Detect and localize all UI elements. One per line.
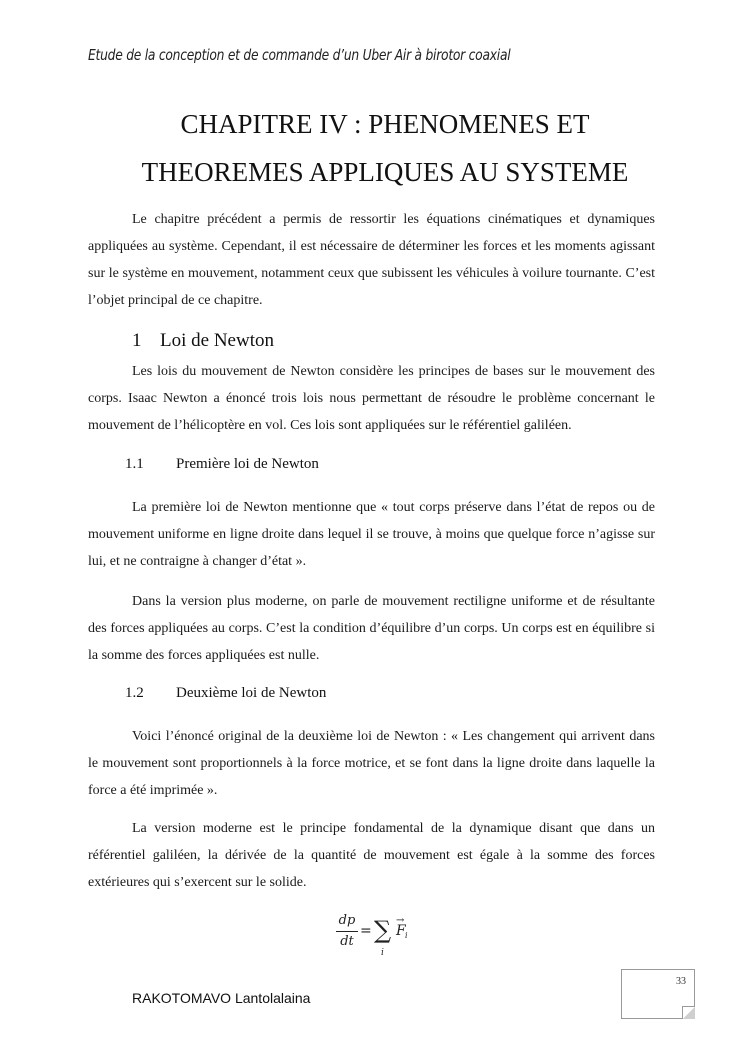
section-number: 1 bbox=[132, 330, 142, 351]
derivative-fraction bbox=[336, 912, 358, 951]
section-1-2-paragraph-1: Voici l’énoncé original de la deuxième loi de Newton : « Les changement qui arrivent dans le mouvement sont proportionnels à la force motrice, et se font dans la ligne droite dans laquelle la force a été imprimée ». bbox=[88, 729, 655, 798]
running-header: Etude de la conception et de commande d’un Uber Air à birotor coaxial bbox=[88, 46, 511, 64]
sum-index: i bbox=[381, 948, 384, 958]
page-corner-fold bbox=[682, 1006, 695, 1019]
section-1-1-paragraph-2: Dans la version plus moderne, on parle de mouvement rectiligne uniforme et de résultante des forces appliquées au corps. C’est la condition d’équilibre d’un corps. Un corps est en équilibre si la somme des forces appliquées est nulle. bbox=[88, 594, 655, 663]
subsection-title: Deuxième loi de Newton bbox=[176, 685, 327, 701]
subsection-number: 1.2 bbox=[125, 685, 144, 701]
sum-symbol: ∑ bbox=[374, 916, 392, 944]
force-index: i bbox=[405, 931, 408, 940]
fraction-numerator: dp bbox=[338, 913, 356, 928]
subsection-heading-1-2 bbox=[125, 685, 326, 702]
intro-paragraph: Le chapitre précédent a permis de ressortir les équations cinématiques et dynamiques appliquées au système. Cependant, il est nécessaire de déterminer les forces et les moments agissant sur le système en mouvement, notamment ceux que subissent les véhicules à voilure tournante. C’est l’objet principal de ce chapitre. bbox=[88, 212, 655, 308]
page-number-box bbox=[621, 969, 695, 1019]
equals-sign: = bbox=[360, 923, 372, 939]
subsection-title: Première loi de Newton bbox=[176, 456, 319, 472]
vector-arrow: → bbox=[396, 915, 405, 926]
newton-second-law-equation bbox=[336, 912, 426, 964]
section-1-paragraph: Les lois du mouvement de Newton considère les principes de bases sur le mouvement des corps. Isaac Newton a énoncé trois lois nous permettant de résoudre le problème concernant le mouvement de l’hélicoptère en vol. Ces lois sont appliquées sur le référentiel galiléen. bbox=[88, 364, 655, 433]
force-symbol: F bbox=[396, 923, 406, 939]
section-1-1-paragraph-1: La première loi de Newton mentionne que « tout corps préserve dans l’état de repos ou de mouvement uniforme en ligne droite dans lequel il se trouve, à moins que quelque force n’agisse sur lui, et ne contraigne à changer d’état ». bbox=[88, 500, 655, 569]
section-1-2-paragraph-2: La version moderne est le principe fondamental de la dynamique disant que dans un référentiel galiléen, la dérivée de la quantité de mouvement est égale à la somme des forces extérieures qui s’exercent sur le solide. bbox=[88, 821, 655, 890]
chapter-title bbox=[90, 100, 680, 196]
section-heading-1 bbox=[132, 330, 274, 352]
fraction-bar bbox=[336, 931, 358, 932]
chapter-title-line-1: CHAPITRE IV : PHENOMENES ET bbox=[180, 109, 590, 139]
force-vector bbox=[396, 915, 408, 940]
page-number: 33 bbox=[676, 976, 686, 987]
section-title: Loi de Newton bbox=[160, 330, 274, 351]
chapter-title-line-2: THEOREMES APPLIQUES AU SYSTEME bbox=[141, 157, 629, 187]
subsection-number: 1.1 bbox=[125, 456, 144, 472]
fraction-denominator: dt bbox=[340, 934, 354, 949]
subsection-heading-1-1 bbox=[125, 456, 319, 473]
author-footer: RAKOTOMAVO Lantolalaina bbox=[132, 990, 311, 1006]
